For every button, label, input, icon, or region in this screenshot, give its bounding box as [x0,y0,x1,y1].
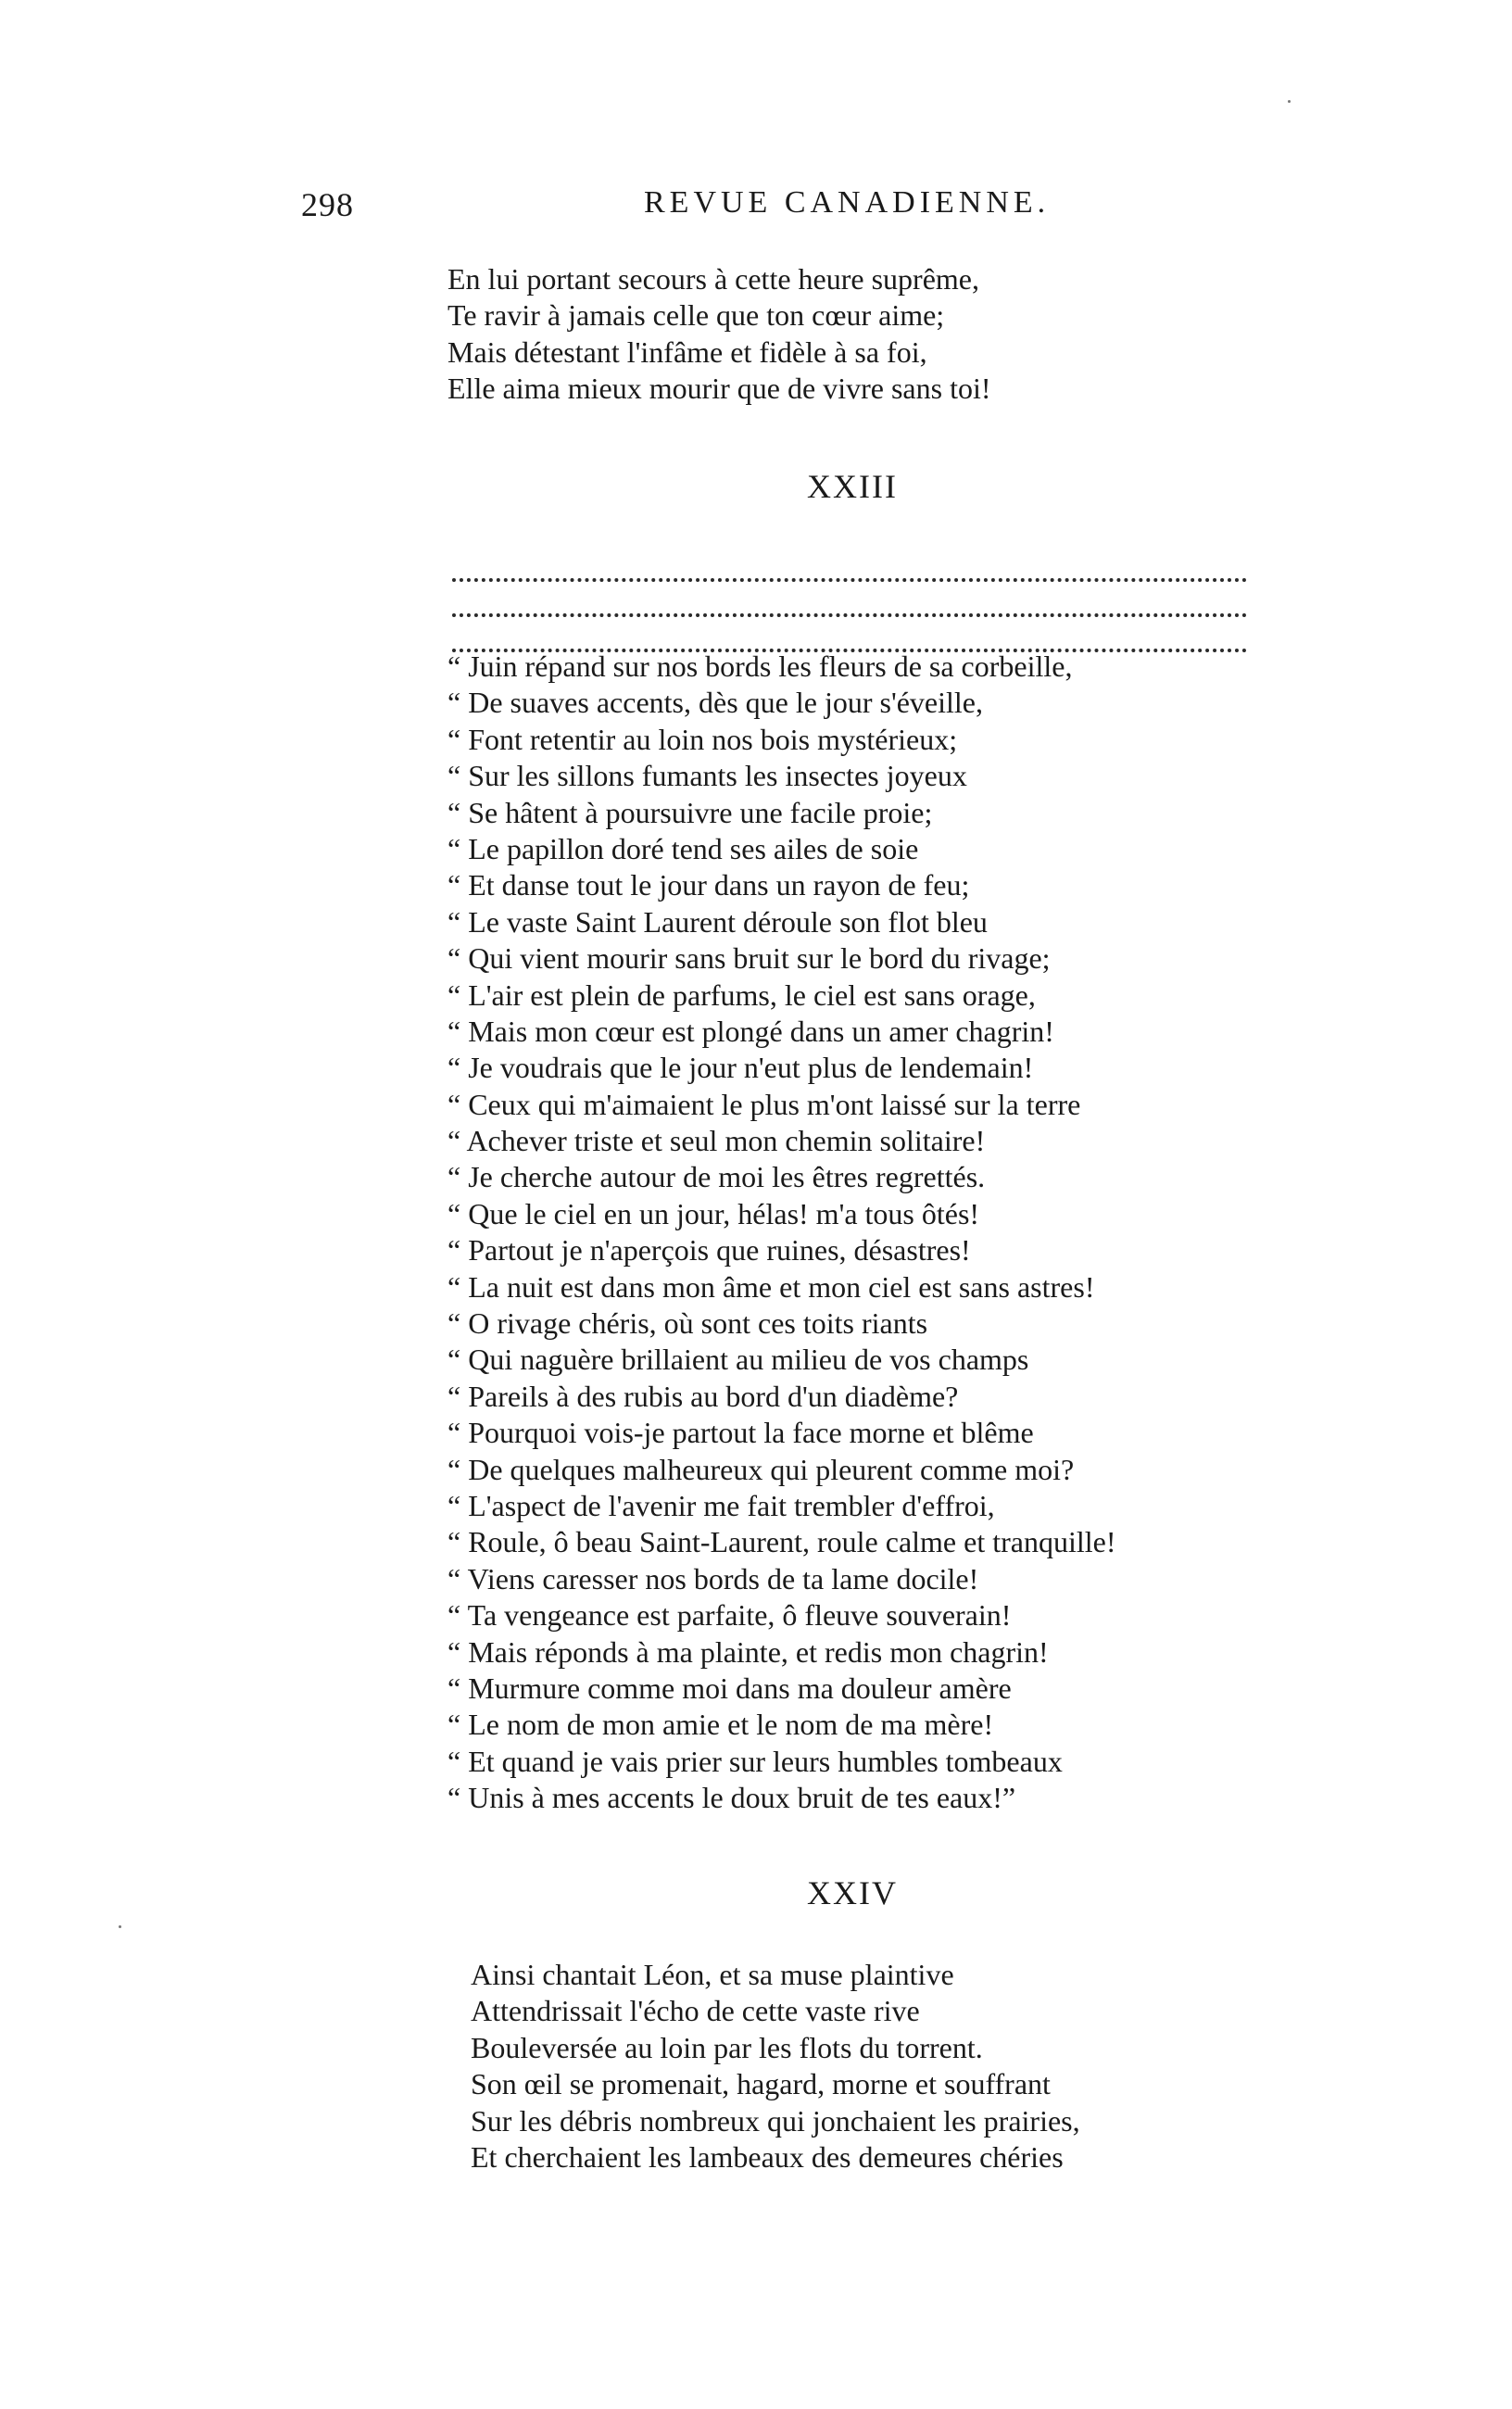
verse-line: Bouleversée au loin par les flots du torrent. [471,2030,983,2064]
ellipsis-line [452,582,1247,617]
verse-line: “ Font retentir au loin nos bois mystérieux; [447,722,958,756]
verse-line: “ La nuit est dans mon âme et mon ciel est sans astres! [447,1269,1095,1304]
verse-line: “ Ta vengeance est parfaite, ô fleuve souverain! [447,1598,1012,1633]
verse-line: “ Le papillon doré tend ses ailes de soie [447,831,919,865]
verse-line: “ Je voudrais que le jour n'eut plus de lendemain! [447,1051,1034,1085]
scan-speck [119,1925,121,1928]
verse-line: “ Que le ciel en un jour, hélas! m'a tous ôtés! [447,1196,980,1230]
verse-line: “ Partout je n'aperçois que ruines, désastres! [447,1233,971,1268]
page-header [0,185,1512,226]
verse-line: “ Sur les sillons fumants les insectes joyeux [447,759,967,793]
verse-line: Son œil se promenait, hagard, morne et souffrant [471,2067,1051,2101]
verse-line: “ Juin répand sur nos bords les fleurs de sa corbeille, [447,650,1073,683]
stanza-xxiv [471,1957,1080,2176]
verse-line: “ Ceux qui m'aimaient le plus m'ont laissé sur la terre [447,1087,1081,1121]
verse-line: Attendrissait l'écho de cette vaste rive [471,1994,920,2028]
verse-line: Elle aima mieux mourir que de vivre sans toi! [447,372,991,406]
verse-line: Sur les débris nombreux qui jonchaient les prairies, [471,2103,1080,2138]
verse-line: “ Pourquoi vois-je partout la face morne et blême [447,1416,1034,1450]
verse-line: “ Unis à mes accents le doux bruit de tes eaux!” [447,1781,1016,1815]
scan-speck [1288,100,1291,103]
verse-line: “ Se hâtent à poursuivre une facile proie; [447,795,933,829]
verse-line: “ O rivage chéris, où sont ces toits riants [447,1306,928,1341]
verse-line: “ Achever triste et seul mon chemin solitaire! [447,1124,986,1158]
verse-line: “ Le vaste Saint Laurent déroule son flot bleu [447,904,988,939]
verse-line: “ Pareils à des rubis au bord d'un diadème? [447,1379,959,1413]
verse-line: Et cherchaient les lambeaux des demeures chéries [471,2139,1064,2174]
running-title: REVUE CANADIENNE. [644,185,1051,220]
verse-line: “ L'aspect de l'avenir me fait trembler d'effroi, [447,1488,995,1522]
verse-line: “ Le nom de mon amie et le nom de ma mère! [447,1708,994,1742]
omitted-lines-ellipsis [452,547,1247,652]
verse-line: “ Viens caresser nos bords de ta lame docile! [447,1561,979,1595]
verse-line: “ L'air est plein de parfums, le ciel est sans orage, [447,977,1036,1012]
ellipsis-line [452,617,1247,652]
verse-line: “ De suaves accents, dès que le jour s'éveille, [447,686,983,720]
stanza-top [447,261,991,408]
verse-line: “ Qui naguère brillaient au milieu de vos champs [447,1343,1029,1377]
verse-line: “ Et danse tout le jour dans un rayon de feu; [447,868,970,902]
section-heading-xxiv: XXIV [807,1874,898,1911]
stanza-xxiii [447,649,1116,1817]
verse-line: En lui portant secours à cette heure suprême, [447,262,979,296]
page-number: 298 [301,186,354,223]
verse-line: “ Qui vient mourir sans bruit sur le bord du rivage; [447,941,1051,976]
verse-line: Ainsi chantait Léon, et sa muse plaintive [471,1958,954,1991]
verse-line: “ Roule, ô beau Saint-Laurent, roule calme et tranquille! [447,1525,1116,1559]
verse-line: “ Je cherche autour de moi les êtres regrettés. [447,1160,986,1194]
verse-line: “ Mais réponds à ma plainte, et redis mon chagrin! [447,1634,1049,1669]
ellipsis-line [452,547,1247,582]
verse-line: Te ravir à jamais celle que ton cœur aime; [447,298,945,333]
section-heading-xxiii: XXIII [807,468,898,505]
verse-line: Mais détestant l'infâme et fidèle à sa foi, [447,334,927,369]
verse-line: “ Et quand je vais prier sur leurs humbles tombeaux [447,1744,1063,1778]
verse-line: “ Murmure comme moi dans ma douleur amère [447,1671,1012,1705]
verse-line: “ De quelques malheureux qui pleurent comme moi? [447,1452,1075,1486]
verse-line: “ Mais mon cœur est plongé dans un amer chagrin! [447,1014,1054,1048]
